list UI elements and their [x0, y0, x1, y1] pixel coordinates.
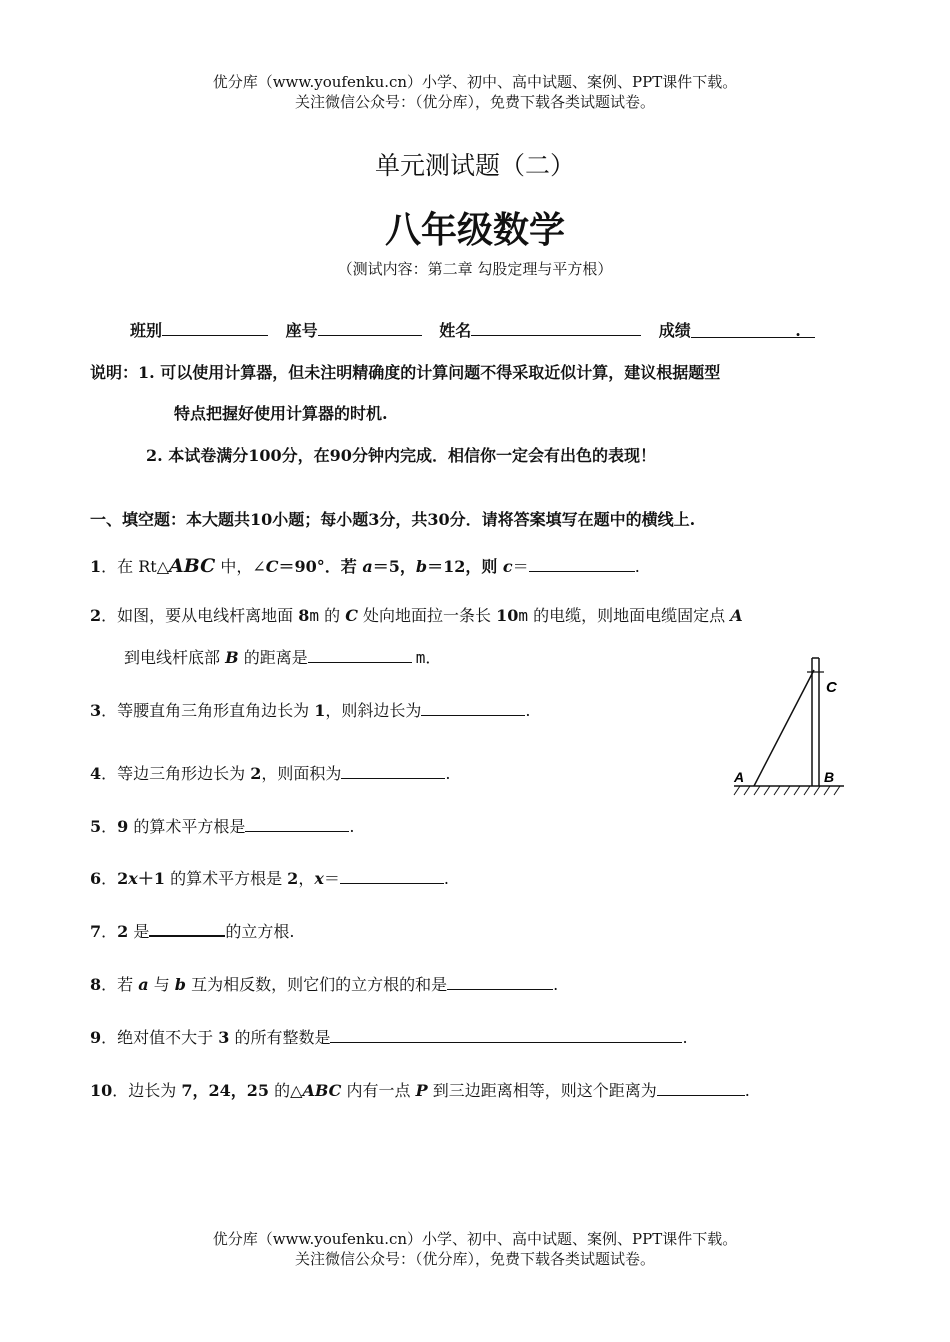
q3-answer-blank[interactable] [421, 701, 525, 716]
q10-end: . [744, 1081, 750, 1100]
score-field[interactable] [691, 321, 815, 338]
q7-number: 7 [90, 922, 102, 941]
question-10 [90, 1078, 750, 1101]
question-1 [90, 554, 640, 577]
q1-var-c2: c [502, 557, 513, 576]
q2-end: ． [425, 648, 442, 667]
label-b: B [824, 769, 835, 785]
seat-label: 座号 [285, 321, 318, 340]
question-2 [90, 603, 743, 626]
q6-end: . [443, 869, 449, 888]
question-5 [90, 814, 354, 837]
q10-var-p: P [415, 1081, 428, 1100]
q9-number: 9 [90, 1028, 102, 1047]
q6-var-x2: x [314, 869, 324, 888]
exam-title: 单元测试题（二） [374, 151, 575, 180]
q2-text: 到电线杆底部 [124, 648, 226, 667]
question-9 [90, 1025, 688, 1048]
q2-num-10: 10 [496, 606, 519, 625]
note-1-continued: 特点把握好使用计算器的时机. [174, 404, 388, 423]
q6-text: ＝ [323, 869, 340, 888]
score-label: 成绩 [658, 321, 691, 340]
q10-triangle: ABC [302, 1081, 342, 1100]
note-1-text: 1. 可以使用计算器，但未注明精确度的计算问题不得采取近似计算，建议根据题型 [138, 363, 721, 382]
q2-number: 2 [90, 606, 102, 625]
q10-answer-blank[interactable] [657, 1081, 745, 1096]
class-field[interactable] [162, 319, 268, 336]
test-scope: （测试内容：第二章 勾股定理与平方根） [337, 260, 613, 278]
q8-text: 互为相反数，则它们的立方根的和是 [185, 975, 448, 994]
q5-text: 的算术平方根是 [128, 817, 246, 836]
q1-text: ＝5， [372, 557, 416, 576]
q4-answer-blank[interactable] [341, 764, 445, 779]
note-label: 说明： [90, 363, 139, 382]
q1-answer-blank[interactable] [529, 557, 635, 572]
cable-line [754, 670, 814, 786]
q5-answer-blank[interactable] [245, 817, 349, 832]
q8-var-a: a [138, 975, 149, 994]
q6-text: 的算术平方根是 [164, 869, 288, 888]
name-field[interactable] [471, 319, 641, 336]
class-label: 班别 [130, 321, 163, 340]
note-2: 2. 本试卷满分100分，在90分钟内完成．相信你一定会有出色的表现！ [146, 446, 656, 465]
q6-var-x: x [128, 869, 138, 888]
q9-text: ．绝对值不大于 [101, 1028, 219, 1047]
q1-text: ＝90°．若 [278, 557, 363, 576]
q5-text: ． [101, 817, 118, 836]
label-a: A [734, 769, 745, 785]
question-6 [90, 866, 449, 889]
q6-expr: ＋1 [137, 869, 165, 888]
q2-text: 的距离是 [238, 648, 308, 667]
q1-text: ．在 Rt△ [101, 557, 170, 576]
student-info-line [130, 318, 815, 341]
q2-text: 的 [319, 606, 346, 625]
q5-end: . [349, 817, 355, 836]
q8-number: 8 [90, 975, 102, 994]
header-line-2: 关注微信公众号：（优分库），免费下载各类试题试卷。 [294, 93, 655, 111]
question-8 [90, 972, 558, 995]
name-label: 姓名 [439, 321, 472, 340]
q1-var-b: b [415, 557, 428, 576]
score-end: . [795, 321, 801, 340]
footer-line-1: 优分库（www.youfenku.cn）小学、初中、高中试题、案例、PPT课件下载。 [212, 1230, 738, 1248]
q4-num-2: 2 [250, 764, 262, 783]
q5-num-9: 9 [117, 817, 129, 836]
footer-line-2: 关注微信公众号：（优分库），免费下载各类试题试卷。 [294, 1250, 655, 1268]
q8-answer-blank[interactable] [447, 975, 553, 990]
q1-text: 中，∠ [215, 557, 266, 576]
q4-end: . [445, 764, 451, 783]
q1-number: 1 [90, 557, 102, 576]
section-1-heading: 一、填空题：本大题共10小题；每小题3分，共30分．请将答案填写在题中的横线上. [90, 510, 696, 529]
q1-var-c: C [265, 557, 279, 576]
q7-text: 是 [128, 922, 150, 941]
question-2-line-2 [124, 645, 441, 668]
q1-text: ＝ [512, 557, 529, 576]
q7-answer-blank[interactable] [149, 921, 225, 937]
header-line-1: 优分库（www.youfenku.cn）小学、初中、高中试题、案例、PPT课件下载。 [212, 73, 738, 91]
q8-var-b: b [174, 975, 186, 994]
question-7 [90, 919, 294, 942]
q6-number: 6 [90, 869, 102, 888]
q1-end: . [634, 557, 640, 576]
q5-number: 5 [90, 817, 102, 836]
q8-text: ．若 [101, 975, 139, 994]
q10-text: 的△ [269, 1081, 303, 1100]
q3-text: ，则斜边长为 [325, 701, 422, 720]
q4-text: ．等边三角形边长为 [101, 764, 251, 783]
q2-var-a: A [730, 606, 743, 625]
pole-cable-figure [728, 652, 848, 802]
q2-text: 的电缆，则地面电缆固定点 [528, 606, 731, 625]
question-4 [90, 761, 450, 784]
note-1 [90, 360, 720, 383]
q8-text: 与 [148, 975, 175, 994]
q9-end: . [682, 1028, 688, 1047]
q6-expr: 2 [117, 869, 129, 888]
q6-text: ． [101, 869, 118, 888]
q6-num-2: 2 [287, 869, 299, 888]
q2-text: 处向地面拉一条长 [357, 606, 497, 625]
q2-answer-blank[interactable] [308, 648, 412, 663]
q1-text: ＝12，则 [427, 557, 503, 576]
q1-var-a: a [362, 557, 373, 576]
q1-triangle: ABC [169, 555, 216, 577]
q2-var-c: C [345, 606, 358, 625]
q9-answer-blank[interactable] [330, 1028, 682, 1043]
q2-text: ．如图，要从电线杆离地面 [101, 606, 299, 625]
q10-text: 到三边距离相等，则这个距离为 [427, 1081, 657, 1100]
q6-text: ， [298, 869, 315, 888]
q3-num-1: 1 [314, 701, 326, 720]
q9-num-3: 3 [218, 1028, 230, 1047]
q10-side-lengths: 7，24，25 [181, 1081, 270, 1100]
q10-text: 内有一点 [341, 1081, 416, 1100]
q6-answer-blank[interactable] [340, 869, 444, 884]
question-3 [90, 698, 530, 721]
q2-answer-unit: m [415, 648, 426, 667]
q4-number: 4 [90, 764, 102, 783]
q9-text: 的所有整数是 [229, 1028, 331, 1047]
q7-num-2: 2 [117, 922, 129, 941]
q3-text: ．等腰直角三角形直角边长为 [101, 701, 315, 720]
q7-text: 的立方根. [225, 922, 295, 941]
q2-unit: m [518, 606, 529, 625]
q10-number: 10 [90, 1081, 113, 1100]
q2-var-b: B [225, 648, 239, 667]
q2-unit: m [309, 606, 320, 625]
q3-end: . [525, 701, 531, 720]
q2-num-8: 8 [298, 606, 310, 625]
q7-text: ． [101, 922, 118, 941]
q8-end: . [553, 975, 559, 994]
ground-hatching [734, 786, 840, 795]
label-c: C [826, 679, 837, 696]
q3-number: 3 [90, 701, 102, 720]
q4-text: ，则面积为 [261, 764, 342, 783]
seat-field[interactable] [318, 319, 422, 336]
q10-text: ．边长为 [112, 1081, 182, 1100]
subject-title: 八年级数学 [384, 210, 565, 251]
